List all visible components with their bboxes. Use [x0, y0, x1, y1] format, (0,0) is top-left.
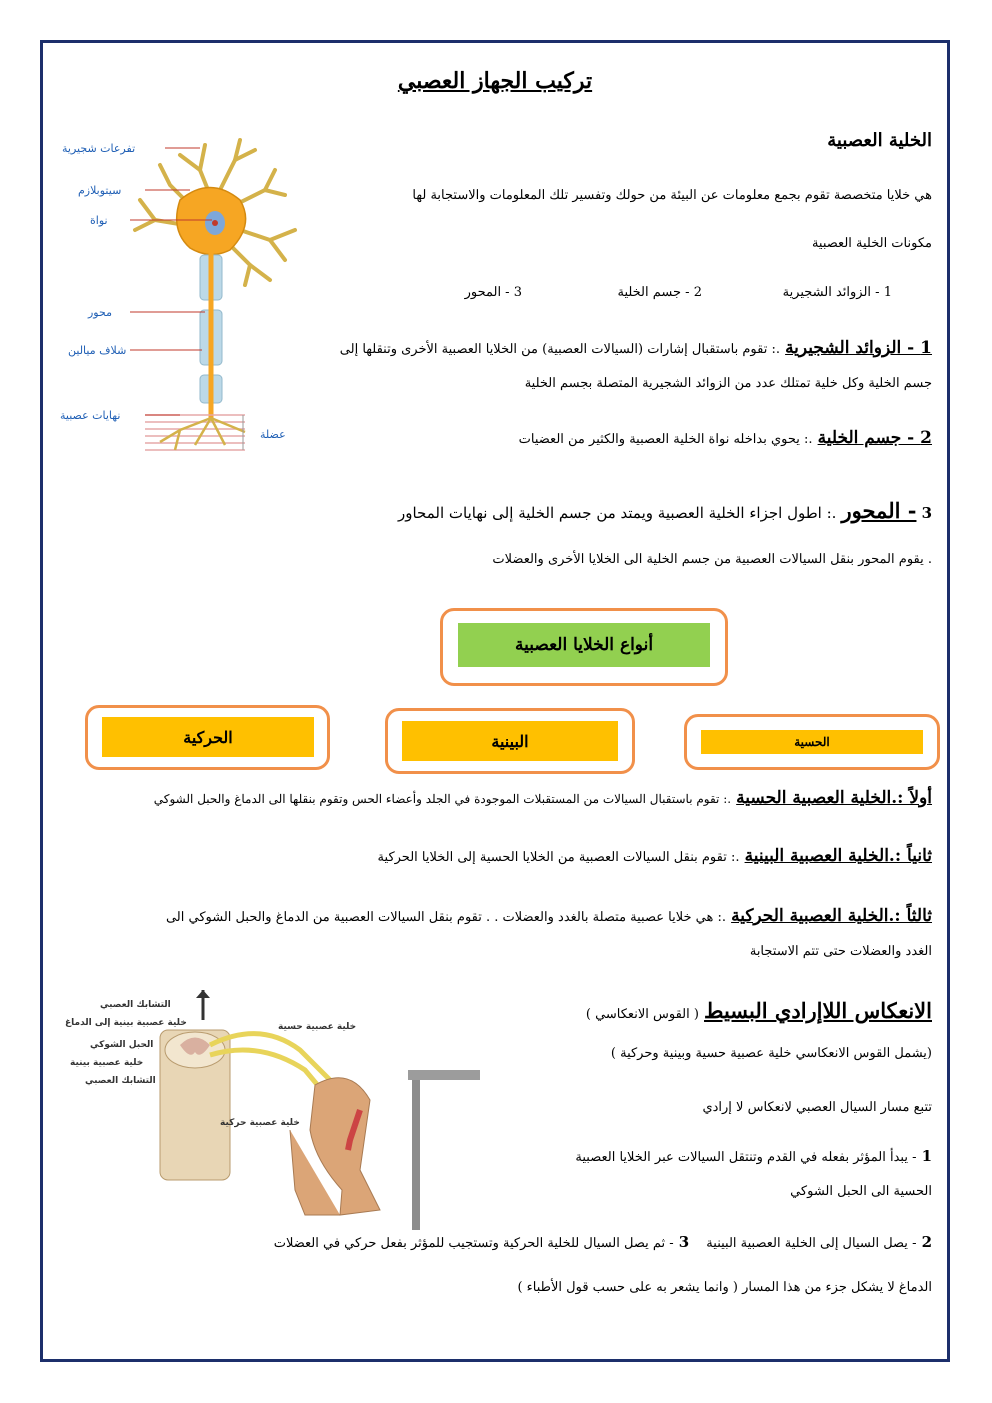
- components-heading: مكونات الخلية العصبية: [811, 236, 932, 251]
- nerve-endings-shape: [160, 418, 245, 450]
- dendrites-text-2: جسم الخلية وكل خلية تمتلك عدد من الزوائد الشجيرية المتصلة بجسم الخلية: [524, 376, 932, 391]
- reflex-arc: ( القوس الانعكاسي ): [585, 1007, 699, 1022]
- neuron-diagram: [60, 130, 310, 470]
- dendrites-paragraph: [340, 338, 932, 358]
- axon-text-2: . يقوم المحور بنقل السيالات العصبية من جسم الخلية الى الخلايا الأخرى والعضلات: [492, 552, 932, 567]
- inter-box: [385, 708, 635, 774]
- label-myelin: شلاف ميالين: [68, 344, 127, 357]
- inter-label: البينية: [402, 721, 618, 761]
- neuron-definition: هي خلايا متخصصة تقوم بجمع معلومات عن البيئة من حولك وتفسير تلك المعلومات والاستجابة لها: [412, 188, 932, 203]
- step-3-number: 3: [678, 1233, 690, 1251]
- component-1: 1 - الزوائد الشجيرية: [782, 285, 892, 300]
- step-1-number: 1: [921, 1147, 932, 1165]
- sensory-desc-text: .: تقوم باستقبال السيالات من المستقبلات الموجودة في الجلد وأعضاء الحس وتقوم بنقلها الى الدماغ والحبل الشوكي: [153, 792, 732, 806]
- component-3: 3 - المحور: [464, 285, 522, 300]
- reflex-diagram: [60, 990, 480, 1230]
- reflex-label-inter-brain: خلية عصبية بينية إلى الدماغ: [65, 1018, 187, 1028]
- dendrites-title: 1 - الزوائد الشجيرية: [785, 338, 932, 358]
- inter-desc-text: .: تقوم بنقل السيالات العصبية من الخلايا الحسية إلى الخلايا الحركية: [377, 850, 740, 865]
- step-3-text: - ثم يصل السيال للخلية الحركية وتستجيب للمؤثر بفعل حركي في العضلات: [273, 1236, 674, 1251]
- reflex-steps-2-3: [274, 1232, 932, 1251]
- reflex-label-inter: خلية عصبية بينية: [70, 1058, 144, 1068]
- inter-desc-title: ثانياً :.الخلية العصبية البينية: [744, 846, 932, 866]
- axon-number: 3: [921, 504, 932, 522]
- types-heading-box: [440, 608, 728, 686]
- reflex-label-motor: خلية عصبية حركية: [220, 1118, 300, 1128]
- reflex-note: الدماغ لا يشكل جزء من هذا المسار ( وانما يشعر به على حسب قول الأطباء ): [517, 1280, 932, 1295]
- dendrites-text: .: تقوم باستقبال إشارات (السيالات العصبية) من الخلايا العصبية الأخرى وتنقلها إلى: [339, 342, 780, 357]
- step-2-text: - يصل السيال إلى الخلية العصبية البينية: [706, 1236, 917, 1251]
- sensory-description: [154, 788, 932, 808]
- reflex-line-1: (يشمل القوس الانعكاسي خلية عصبية حسية وبينية وحركية ): [610, 1046, 932, 1061]
- reflex-label-synapse-top: التشابك العصبي: [100, 1000, 171, 1010]
- reflex-step-1: [575, 1146, 932, 1165]
- types-heading: أنواع الخلايا العصبية: [458, 623, 710, 667]
- axon-paragraph: [398, 498, 932, 523]
- label-axon: محور: [88, 306, 112, 319]
- cell-body-text: .: يحوي بداخله نواة الخلية العصبية والكثير من العضيات: [518, 432, 813, 447]
- label-nerve-endings: نهايات عصبية: [60, 409, 121, 422]
- sensory-box: [684, 714, 940, 770]
- sensory-desc-title: أولاً :.الخلية العصبية الحسية: [736, 788, 932, 808]
- step-1-text: - يبدأ المؤثر بفعله في القدم وتنتقل السيالات عبر الخلايا العصبية: [575, 1150, 917, 1165]
- section-heading-neuron: الخلية العصبية: [827, 130, 932, 151]
- motor-label: الحركية: [102, 717, 314, 757]
- sensory-label: الحسية: [701, 730, 923, 754]
- component-2: 2 - جسم الخلية: [617, 285, 702, 300]
- motor-box: [85, 705, 330, 770]
- step-1-text-2: الحسية الى الحبل الشوكي: [790, 1184, 932, 1199]
- label-dendrites: تفرعات شجيرية: [62, 142, 136, 155]
- step-2-number: 2: [921, 1233, 932, 1251]
- reflex-line-2: تتبع مسار السيال العصبي لانعكاس لا إرادي: [702, 1100, 932, 1115]
- axon-text: .: اطول اجزاء الخلية العصبية ويمتد من جسم الخلية إلى نهايات المحاور: [397, 504, 837, 522]
- label-nucleus: نواة: [90, 214, 108, 227]
- reflex-heading: [586, 998, 932, 1023]
- axon-title: - المحور: [841, 498, 917, 523]
- motor-desc-title: ثالثاً :.الخلية العصبية الحركية: [731, 906, 932, 926]
- cell-body-title: 2 - جسم الخلية: [817, 428, 932, 448]
- reflex-label-spinal: الحبل الشوكي: [90, 1040, 154, 1050]
- label-cytoplasm: سيتوبلازم: [78, 184, 122, 197]
- inter-description: [378, 846, 932, 866]
- page-title: تركيب الجهاز العصبي: [397, 68, 593, 94]
- motor-desc-text-2: الغدد والعضلات حتى تتم الاستجابة: [749, 944, 932, 959]
- label-muscle: عضلة: [260, 428, 286, 441]
- reflex-title: الانعكاس اللاإرادي البسيط: [704, 998, 932, 1023]
- motor-description: [166, 906, 932, 926]
- motor-desc-text: .: هي خلايا عصبية متصلة بالغدد والعضلات . . تقوم بنقل السيالات العصبية من الدماغ والحبل الشوكي الى: [165, 910, 726, 925]
- reflex-label-sensory: خلية عصبية حسية: [278, 1022, 357, 1032]
- cell-body-paragraph: [519, 428, 932, 448]
- reflex-label-synapse-bottom: التشابك العصبي: [85, 1076, 156, 1086]
